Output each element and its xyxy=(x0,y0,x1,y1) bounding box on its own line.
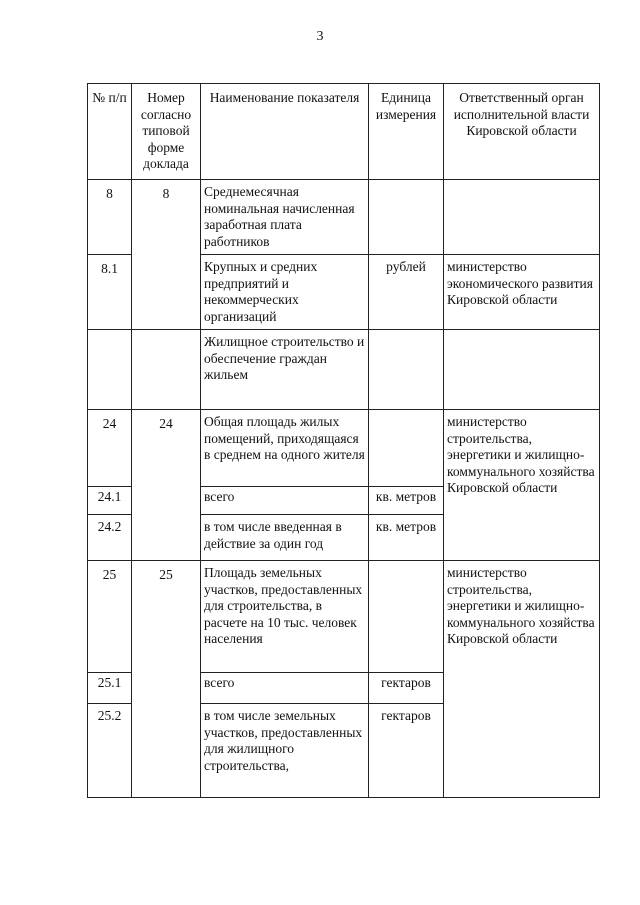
row-indicator-name: всего xyxy=(201,673,369,704)
row-number: 25.2 xyxy=(88,704,132,798)
row-responsible-body xyxy=(444,180,600,255)
row-unit: гектаров xyxy=(369,673,444,704)
section-title: Жилищное строительство и обеспечение граждан жильем xyxy=(201,330,369,410)
row-indicator-name: в том числе введенная в действие за один год xyxy=(201,515,369,561)
table-header-row xyxy=(88,84,600,180)
row-indicator-name: всего xyxy=(201,487,369,515)
header-indicator-name: Наименование показателя xyxy=(201,84,369,180)
header-unit: Единица измерения xyxy=(369,84,444,180)
row-unit: гектаров xyxy=(369,704,444,798)
row-number: 8 xyxy=(88,180,132,255)
row-responsible-body: министерство экономического развития Кировской области xyxy=(444,255,600,330)
header-number: № п/п xyxy=(88,84,132,180)
table-row xyxy=(88,180,600,255)
section-row xyxy=(88,330,600,410)
row-unit xyxy=(369,180,444,255)
header-responsible-body: Ответственный орган исполнительной власти Кировской области xyxy=(444,84,600,180)
row-number: 25 xyxy=(88,561,132,673)
row-number: 24 xyxy=(88,410,132,487)
header-form-number: Номер согласно типовой форме доклада xyxy=(132,84,201,180)
row-responsible-body: министерство строительства, энергетики и жилищно-коммунального хозяйства Кировской области xyxy=(444,410,600,561)
row-unit: кв. метров xyxy=(369,487,444,515)
page-number: 3 xyxy=(316,29,324,44)
row-unit: рублей xyxy=(369,255,444,330)
row-unit: кв. метров xyxy=(369,515,444,561)
row-indicator-name: Площадь земельных участков, предоставленных для строительства, в расчете на 10 тыс. человек населения xyxy=(201,561,369,673)
row-indicator-name: Крупных и средних предприятий и некоммерческих организаций xyxy=(201,255,369,330)
row-responsible-body: министерство строительства, энергетики и жилищно-коммунального хозяйства Кировской области xyxy=(444,561,600,798)
row-number: 8.1 xyxy=(88,255,132,330)
table-row xyxy=(88,561,600,673)
row-indicator-name: в том числе земельных участков, предоставленных для жилищного строительства, xyxy=(201,704,369,798)
row-number xyxy=(88,330,132,410)
table-row xyxy=(88,410,600,487)
row-indicator-name: Среднемесячная номинальная начисленная заработная плата работников xyxy=(201,180,369,255)
row-form-number: 25 xyxy=(132,561,201,798)
row-indicator-name: Общая площадь жилых помещений, приходящаяся в среднем на одного жителя xyxy=(201,410,369,487)
row-unit xyxy=(369,410,444,487)
row-number: 24.2 xyxy=(88,515,132,561)
row-form-number xyxy=(132,330,201,410)
indicators-table xyxy=(87,83,600,798)
row-number: 24.1 xyxy=(88,487,132,515)
row-form-number: 8 xyxy=(132,180,201,330)
row-number: 25.1 xyxy=(88,673,132,704)
row-form-number: 24 xyxy=(132,410,201,561)
row-unit xyxy=(369,561,444,673)
row-unit xyxy=(369,330,444,410)
row-responsible-body xyxy=(444,330,600,410)
